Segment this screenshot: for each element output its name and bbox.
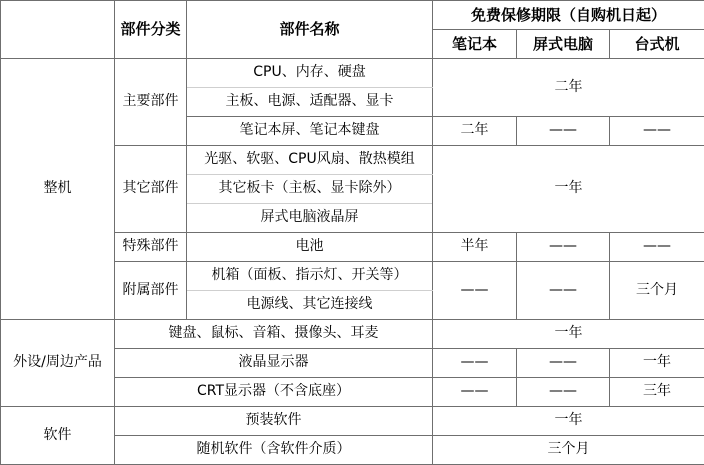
part-lcd-monitor: 液晶显示器 bbox=[115, 349, 433, 378]
group-whole-machine: 整机 bbox=[1, 59, 115, 320]
period-notebook-screen-nb: 二年 bbox=[433, 117, 517, 146]
header-screen-pc: 屏式电脑 bbox=[517, 30, 610, 59]
part-board-psu-adapter-gpu: 主板、电源、适配器、显卡 bbox=[187, 88, 433, 117]
group-software: 软件 bbox=[1, 407, 115, 465]
header-empty-cell bbox=[1, 1, 115, 59]
period-lcd-screenpc: —— bbox=[517, 349, 610, 378]
category-other-parts: 其它部件 bbox=[115, 146, 187, 233]
period-accessory-nb: —— bbox=[433, 262, 517, 320]
category-accessory-parts: 附属部件 bbox=[115, 262, 187, 320]
header-warranty-period: 免费保修期限（自购机日起） bbox=[433, 1, 704, 30]
part-notebook-screen-keyboard: 笔记本屏、笔记本键盘 bbox=[187, 117, 433, 146]
header-part-name: 部件名称 bbox=[187, 1, 433, 59]
part-battery: 电池 bbox=[187, 233, 433, 262]
part-crt-monitor: CRT显示器（不含底座） bbox=[115, 378, 433, 407]
period-crt-nb: —— bbox=[433, 378, 517, 407]
part-screen-pc-lcd: 屏式电脑液晶屏 bbox=[187, 204, 433, 233]
group-peripherals: 外设/周边产品 bbox=[1, 320, 115, 407]
period-lcd-desktop: 一年 bbox=[610, 349, 704, 378]
header-notebook: 笔记本 bbox=[433, 30, 517, 59]
period-main-parts: 二年 bbox=[433, 59, 704, 117]
part-other-boards: 其它板卡（主板、显卡除外） bbox=[187, 175, 433, 204]
header-desktop: 台式机 bbox=[610, 30, 704, 59]
period-notebook-screen-desktop: —— bbox=[610, 117, 704, 146]
period-bundled-software: 三个月 bbox=[433, 436, 704, 465]
period-accessory-desktop: 三个月 bbox=[610, 262, 704, 320]
part-power-cables: 电源线、其它连接线 bbox=[187, 291, 433, 320]
period-preinstalled-software: 一年 bbox=[433, 407, 704, 436]
period-crt-screenpc: —— bbox=[517, 378, 610, 407]
period-crt-desktop: 三年 bbox=[610, 378, 704, 407]
period-lcd-nb: —— bbox=[433, 349, 517, 378]
period-other-parts: 一年 bbox=[433, 146, 704, 233]
period-notebook-screen-screenpc: —— bbox=[517, 117, 610, 146]
period-keyboard-mouse-etc: 一年 bbox=[433, 320, 704, 349]
part-cpu-memory-disk: CPU、内存、硬盘 bbox=[187, 59, 433, 88]
part-drives-fan-cooling: 光驱、软驱、CPU风扇、散热模组 bbox=[187, 146, 433, 175]
category-main-parts: 主要部件 bbox=[115, 59, 187, 146]
header-category: 部件分类 bbox=[115, 1, 187, 59]
part-preinstalled-software: 预装软件 bbox=[115, 407, 433, 436]
category-special-parts: 特殊部件 bbox=[115, 233, 187, 262]
period-battery-screenpc: —— bbox=[517, 233, 610, 262]
part-bundled-software: 随机软件（含软件介质） bbox=[115, 436, 433, 465]
period-battery-desktop: —— bbox=[610, 233, 704, 262]
part-keyboard-mouse-etc: 键盘、鼠标、音箱、摄像头、耳麦 bbox=[115, 320, 433, 349]
period-battery-nb: 半年 bbox=[433, 233, 517, 262]
part-chassis: 机箱（面板、指示灯、开关等） bbox=[187, 262, 433, 291]
period-accessory-screenpc: —— bbox=[517, 262, 610, 320]
